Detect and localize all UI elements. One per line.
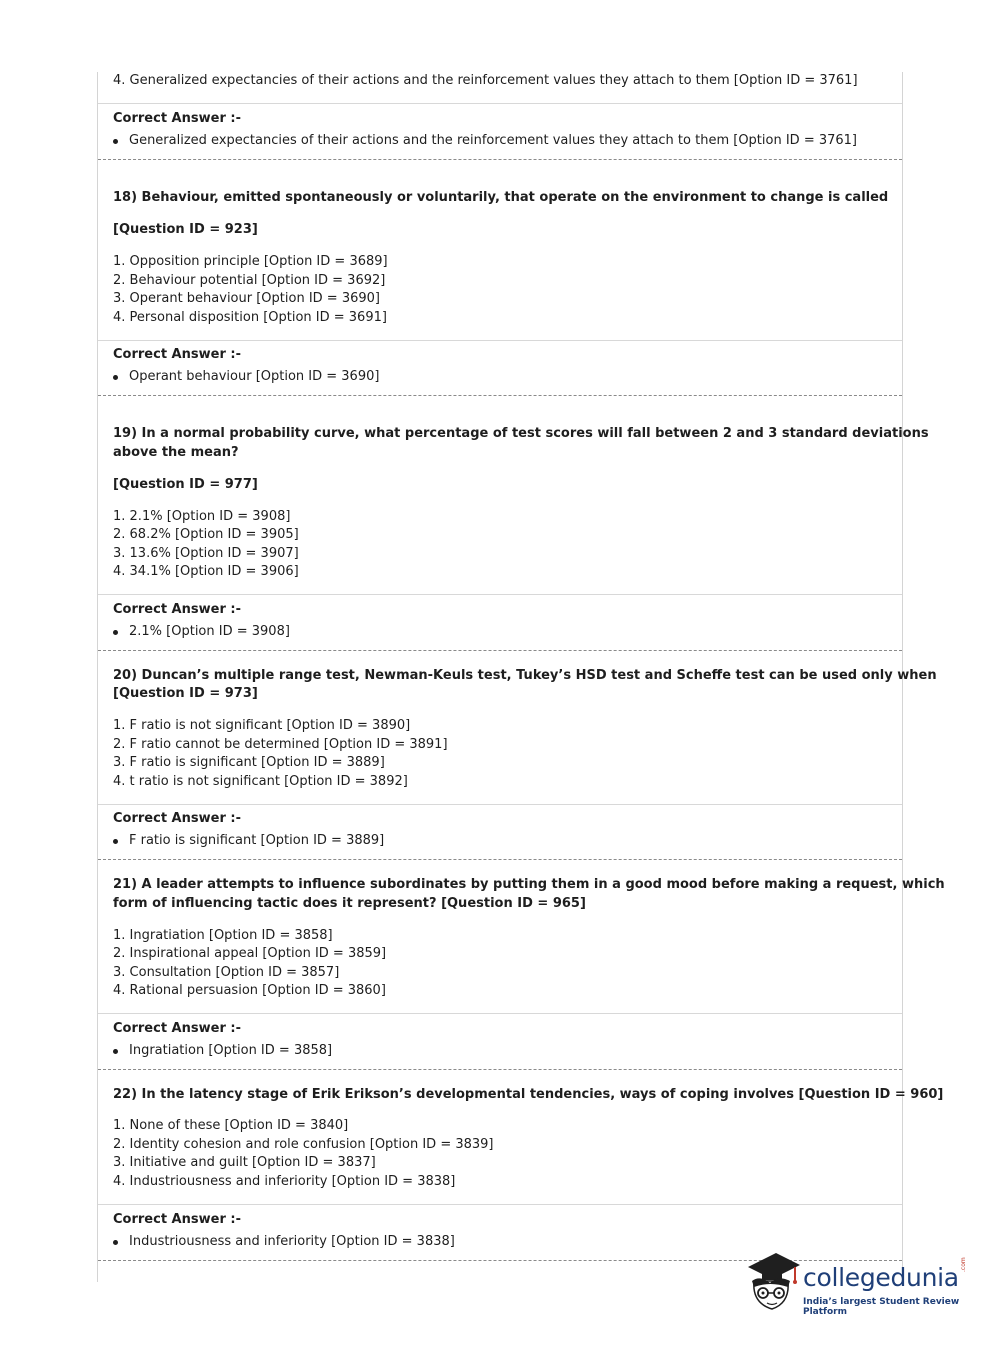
divider [98,103,902,104]
divider [98,340,902,341]
question-text: 21) A leader attempts to influence subordinates by putting them in a good mood before making a request, which [113,877,945,892]
correct-answer-label: Correct Answer :- [113,1021,241,1036]
correct-answer: Generalized expectancies of their actions and the reinforcement values they attach to them [Option ID = 3761] [129,133,857,148]
question-text: 19) In a normal probability curve, what percentage of test scores will fall between 2 and 3 standard deviations [113,426,929,441]
bullet [113,139,118,144]
option-4: 4. 34.1% [Option ID = 3906] [113,564,299,579]
question-separator [98,650,902,651]
correct-answer-label: Correct Answer :- [113,811,241,826]
option-1: 1. F ratio is not significant [Option ID = 3890] [113,718,411,733]
question-separator [98,395,902,396]
option-3: 3. F ratio is significant [Option ID = 3889] [113,755,385,770]
question-text: 22) In the latency stage of Erik Erikson’s developmental tendencies, ways of coping involves [Question ID = 960] [113,1087,944,1102]
option-3: 3. Consultation [Option ID = 3857] [113,965,340,980]
option-1: 1. Opposition principle [Option ID = 3689] [113,254,388,269]
divider [98,804,902,805]
question-text-cont: form of influencing tactic does it represent? [Question ID = 965] [113,896,586,911]
question-separator [98,859,902,860]
option-3: 3. Initiative and guilt [Option ID = 3837] [113,1155,376,1170]
question-text-cont: above the mean? [113,445,239,460]
option-2: 2. Identity cohesion and role confusion [Option ID = 3839] [113,1137,494,1152]
brand-tagline: India’s largest Student Review Platform [803,1297,960,1317]
bullet [113,839,118,844]
correct-answer: F ratio is significant [Option ID = 3889] [129,833,385,848]
option-1: 1. Ingratiation [Option ID = 3858] [113,928,333,943]
correct-answer-label: Correct Answer :- [113,1212,241,1227]
divider [98,1204,902,1205]
correct-answer-label: Correct Answer :- [113,347,241,362]
correct-answer: 2.1% [Option ID = 3908] [129,624,290,639]
question-text-cont: [Question ID = 973] [113,686,258,701]
option-2: 2. Behaviour potential [Option ID = 3692] [113,273,386,288]
brand-name: collegedunia [803,1263,959,1292]
question-separator [98,159,902,160]
bullet [113,1240,118,1245]
option-4: 4. t ratio is not significant [Option ID = 3892] [113,774,408,789]
bullet [113,630,118,635]
option-2: 2. 68.2% [Option ID = 3905] [113,527,299,542]
divider [98,1013,902,1014]
option-4: 4. Generalized expectancies of their actions and the reinforcement values they attach to them [Option ID = 3761] [113,73,858,88]
correct-answer: Operant behaviour [Option ID = 3690] [129,369,380,384]
bullet [113,375,118,380]
brand-suffix: .com [960,1257,967,1272]
question-id: [Question ID = 977] [113,477,258,492]
option-1: 1. 2.1% [Option ID = 3908] [113,509,291,524]
option-1: 1. None of these [Option ID = 3840] [113,1118,349,1133]
bullet [113,1049,118,1054]
correct-answer-label: Correct Answer :- [113,602,241,617]
option-2: 2. Inspirational appeal [Option ID = 3859] [113,946,387,961]
correct-answer: Ingratiation [Option ID = 3858] [129,1043,333,1058]
option-4: 4. Personal disposition [Option ID = 3691] [113,310,387,325]
question-separator [98,1069,902,1070]
correct-answer-label: Correct Answer :- [113,111,241,126]
correct-answer: Industriousness and inferiority [Option ID = 3838] [129,1234,455,1249]
question-id: [Question ID = 923] [113,222,258,237]
question-text: 20) Duncan’s multiple range test, Newman-Keuls test, Tukey’s HSD test and Scheffe test can be used only when [113,668,937,683]
divider [98,594,902,595]
option-3: 3. Operant behaviour [Option ID = 3690] [113,291,380,306]
option-4: 4. Rational persuasion [Option ID = 3860] [113,983,386,998]
question-text: 18) Behaviour, emitted spontaneously or voluntarily, that operate on the environment to change is called [113,190,889,205]
option-2: 2. F ratio cannot be determined [Option ID = 3891] [113,737,448,752]
option-4: 4. Industriousness and inferiority [Option ID = 3838] [113,1174,456,1189]
option-3: 3. 13.6% [Option ID = 3907] [113,546,299,561]
